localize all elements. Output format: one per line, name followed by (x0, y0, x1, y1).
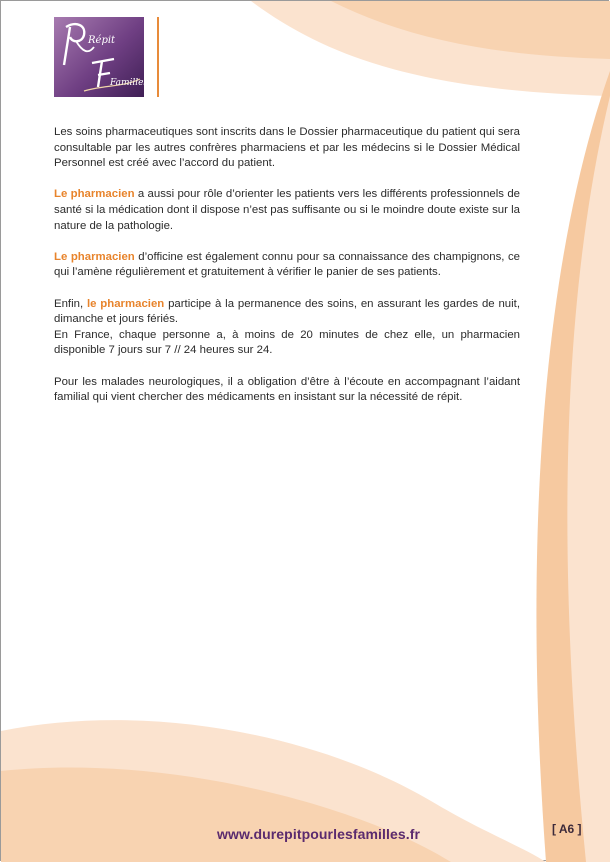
paragraph-champignons-text: d’officine est également connu pour sa connaissance des champignons, ce qui l’amène régulièrement et gratuitement à vérifier le panier de ses patients. (54, 250, 520, 279)
footer-website-link[interactable]: www.durepitpourlesfamilles.fr (217, 826, 421, 842)
highlight-pharmacien: le pharmacien (86, 297, 165, 310)
highlight-pharmacien: Le pharmacien (54, 250, 135, 263)
page-number: [ A6 ] (552, 822, 582, 836)
logo-graphic (54, 17, 149, 97)
document-body (54, 125, 520, 421)
paragraph-permanence (54, 297, 520, 328)
paragraph-champignons (54, 250, 520, 281)
paragraph-orientation-text: a aussi pour rôle d’orienter les patients vers les différents professionnels de santé si la médication dont il dispose n’est pas suffisante ou si le moindre doute existe sur la nature de la pathologie. (54, 188, 520, 232)
paragraph-neurologiques: Pour les malades neurologiques, il a obligation d’être à l’écoute en accompagnant l’aidant familial qui vient chercher des médicaments en insistant sur la nécessité de répit. (54, 375, 520, 404)
paragraph-permanence-text: participe à la permanence des soins, en assurant les gardes de nuit, dimanche et jours fériés. (54, 297, 520, 326)
logo (54, 17, 149, 97)
paragraph-dossier: Les soins pharmaceutiques sont inscrits dans le Dossier pharmaceutique du patient qui sera consultable par les autres confrères pharmaciens et par les médecins si le Dossier Médical Personnel est créé avec l’accord du patient. (54, 126, 520, 170)
logo-text-line1: Répit (88, 35, 116, 46)
logo-divider (157, 17, 159, 97)
paragraph-disponibilite: En France, chaque personne a, à moins de 20 minutes de chez elle, un pharmacien disponible 7 jours sur 7 // 24 heures sur 24. (54, 328, 520, 357)
logo-text-line2: Familles (110, 78, 149, 88)
paragraph-orientation (54, 187, 520, 234)
highlight-pharmacien: Le pharmacien (54, 188, 135, 201)
paragraph-permanence-prefix: Enfin, (54, 297, 87, 310)
